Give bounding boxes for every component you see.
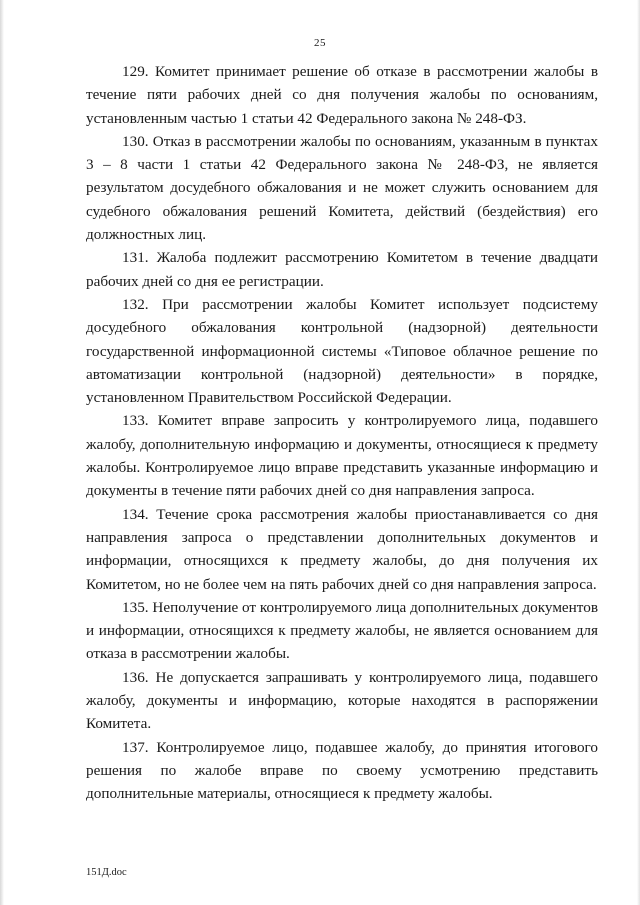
paragraph-130: 130. Отказ в рассмотрении жалобы по основаниям, указанным в пунктах 3 – 8 части 1 статьи 42 Федерального закона № 248-ФЗ, не является результатом досудебного обжалования и не может служить основанием для судебного обжалования решений Комитета, действий (бездействия) его должностных лиц. xyxy=(86,132,598,244)
scan-edge-left xyxy=(0,0,4,905)
footer-filename: 151Д.doc xyxy=(86,867,127,878)
paragraph-129: 129. Комитет принимает решение об отказе в рассмотрении жалобы в течение пяти рабочих дней со дня получения жалобы по основаниям, установленным частью 1 статьи 42 Федерального закона № 248-ФЗ. xyxy=(86,63,598,127)
page-number: 25 xyxy=(314,37,326,49)
paragraph-134: 134. Течение срока рассмотрения жалобы приостанавливается со дня направления запроса о представлении дополнительных документов и информации, относящихся к предмету жалобы, до дня получения их Комитетом, но не более чем на пять рабочих дней со дня направления запроса. xyxy=(86,505,598,593)
paragraph-132: 132. При рассмотрении жалобы Комитет использует подсистему досудебного обжалования контрольной (надзорной) деятельности государственной информационной системы «Типовое облачное решение по автоматизации контрольной (надзорной) деятельности» в порядке, установленном Правительством Российской Федерации. xyxy=(86,295,598,407)
document-body xyxy=(86,60,598,806)
paragraph-131: 131. Жалоба подлежит рассмотрению Комитетом в течение двадцати рабочих дней со дня ее регистрации. xyxy=(86,249,598,290)
paragraph-136: 136. Не допускается запрашивать у контролируемого лица, подавшего жалобу, документы и информацию, которые находятся в распоряжении Комитета. xyxy=(86,668,598,733)
paragraph-135: 135. Неполучение от контролируемого лица дополнительных документов и информации, относящихся к предмету жалобы, не является основанием для отказа в рассмотрении жалобы. xyxy=(86,598,598,663)
paragraph-137: 137. Контролируемое лицо, подавшее жалобу, до принятия итогового решения по жалобе вправе по своему усмотрению представить дополнительные материалы, относящиеся к предмету жалобы. xyxy=(86,738,598,803)
paragraph-133: 133. Комитет вправе запросить у контролируемого лица, подавшего жалобу, дополнительную информацию и документы, относящиеся к предмету жалобы. Контролируемое лицо вправе представить указанные информацию и документы в течение пяти рабочих дней со дня направления запроса. xyxy=(86,412,598,500)
